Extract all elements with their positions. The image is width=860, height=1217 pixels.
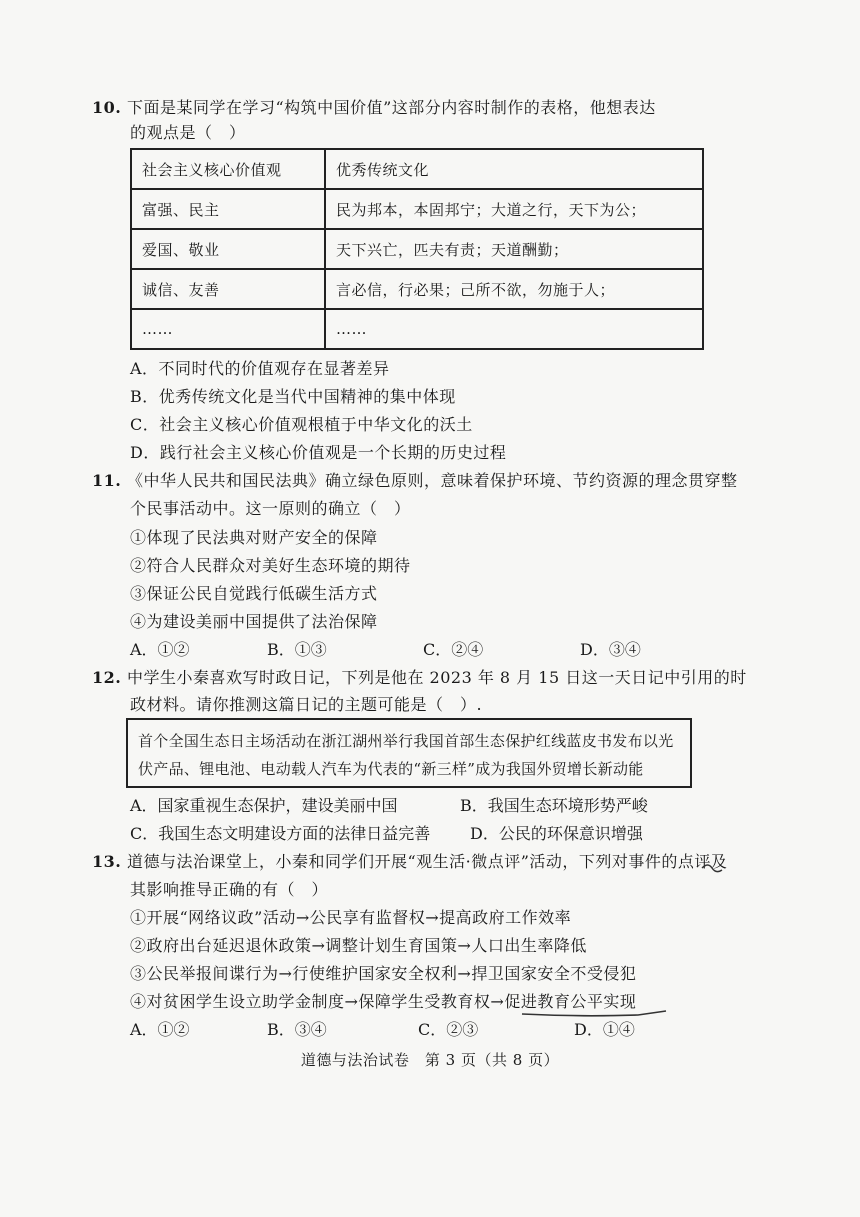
q12-material-line2: 伏产品、锂电池、电动载人汽车为代表的“新三样”成为我国外贸增长新动能 xyxy=(138,760,644,778)
q12-material-line1: 首个全国生态日主场活动在浙江湖州举行我国首部生态保护红线蓝皮书发布以光 xyxy=(138,732,674,750)
table-cell: …… xyxy=(131,309,325,349)
q12-option-a[interactable]: A．国家重视生态保护，建设美丽中国 xyxy=(130,796,398,815)
table-cell: 言必信，行必果；己所不欲，勿施于人； xyxy=(325,269,703,309)
q10-number: 10. xyxy=(92,98,122,117)
values-table xyxy=(130,148,704,350)
q13-item-3: ③公民举报间谍行为→行使维护国家安全权利→捍卫国家安全不受侵犯 xyxy=(130,964,637,983)
q13-choice-a[interactable]: A．①② xyxy=(130,1020,190,1039)
table-cell: 民为邦本，本固邦宁；大道之行，天下为公； xyxy=(325,189,703,229)
table-cell: 诚信、友善 xyxy=(131,269,325,309)
q11-item-1: ①体现了民法典对财产安全的保障 xyxy=(130,528,378,547)
q11-stem-line1 xyxy=(92,470,737,492)
q13-stem-line1 xyxy=(92,851,727,873)
q13-choice-c[interactable]: C．②③ xyxy=(418,1020,479,1039)
q12-option-c[interactable]: C．我国生态文明建设方面的法律日益完善 xyxy=(130,824,431,843)
q12-stem-text: 中学生小秦喜欢写时政日记，下列是他在 2023 年 8 月 15 日这一天日记中引用的时 xyxy=(126,668,747,687)
table-cell: 富强、民主 xyxy=(131,189,325,229)
q13-stem-line2: 其影响推导正确的有（ ） xyxy=(130,880,329,899)
q11-choice-c[interactable]: C．②④ xyxy=(423,640,484,659)
table-header-cell: 社会主义核心价值观 xyxy=(131,149,325,189)
q11-number: 11. xyxy=(92,471,122,490)
table-cell: 天下兴亡，匹夫有责；天道酬勤； xyxy=(325,229,703,269)
q11-choice-b[interactable]: B．①③ xyxy=(267,640,327,659)
q12-number: 12. xyxy=(92,668,122,687)
table-header-cell: 优秀传统文化 xyxy=(325,149,703,189)
q11-choice-d[interactable]: D．③④ xyxy=(580,640,641,659)
q10-option-d[interactable]: D．践行社会主义核心价值观是一个长期的历史过程 xyxy=(130,443,507,462)
table-cell: 爱国、敬业 xyxy=(131,229,325,269)
q13-choice-b[interactable]: B．③④ xyxy=(267,1020,327,1039)
q11-item-2: ②符合人民群众对美好生态环境的期待 xyxy=(130,556,411,575)
q10-option-a[interactable]: A．不同时代的价值观存在显著差异 xyxy=(130,359,390,378)
q11-stem-line2: 个民事活动中。这一原则的确立（ ） xyxy=(130,499,411,518)
q11-item-4: ④为建设美丽中国提供了法治保障 xyxy=(130,612,378,631)
q10-stem-line2: 的观点是（ ） xyxy=(130,123,246,142)
q13-item-2: ②政府出台延迟退休政策→调整计划生育国策→人口出生率降低 xyxy=(130,936,587,955)
q13-number: 13. xyxy=(92,852,122,871)
q12-option-d[interactable]: D．公民的环保意识增强 xyxy=(470,824,643,843)
q11-item-3: ③保证公民自觉践行低碳生活方式 xyxy=(130,584,378,603)
q12-material-box xyxy=(126,718,692,788)
q10-option-c[interactable]: C．社会主义核心价值观根植于中华文化的沃土 xyxy=(130,415,473,434)
table-cell: …… xyxy=(325,309,703,349)
q13-choice-d[interactable]: D．①④ xyxy=(574,1020,635,1039)
q10-stem-line1 xyxy=(92,97,656,119)
table-row xyxy=(131,189,703,229)
q12-stem-line1 xyxy=(92,667,747,689)
table-row xyxy=(131,269,703,309)
q13-stem-text: 道德与法治课堂上，小秦和同学们开展“观生活·微点评”活动，下列对事件的点评及 xyxy=(126,852,728,871)
pen-squiggle-mark xyxy=(700,860,724,876)
q11-choice-a[interactable]: A．①② xyxy=(130,640,190,659)
q12-stem-line2: 政材料。请你推测这篇日记的主题可能是（ ）. xyxy=(130,695,483,714)
table-row xyxy=(131,229,703,269)
q10-option-b[interactable]: B．优秀传统文化是当代中国精神的集中体现 xyxy=(130,387,456,406)
table-header-row xyxy=(131,149,703,189)
q13-item-4: ④对贫困学生设立助学金制度→保障学生受教育权→促进教育公平实现 xyxy=(130,992,637,1011)
page-footer: 道德与法治试卷 第 3 页（共 8 页） xyxy=(300,1051,560,1069)
q10-stem-text: 下面是某同学在学习“构筑中国价值”这部分内容时制作的表格，他想表达 xyxy=(126,98,656,117)
q13-item-1: ①开展“网络议政”活动→公民享有监督权→提高政府工作效率 xyxy=(130,908,572,927)
pen-underline-mark xyxy=(520,1003,670,1019)
q12-option-b[interactable]: B．我国生态环境形势严峻 xyxy=(460,796,648,815)
table-row xyxy=(131,309,703,349)
q11-stem-text: 《中华人民共和国民法典》确立绿色原则，意味着保护环境、节约资源的理念贯穿整 xyxy=(126,471,738,490)
